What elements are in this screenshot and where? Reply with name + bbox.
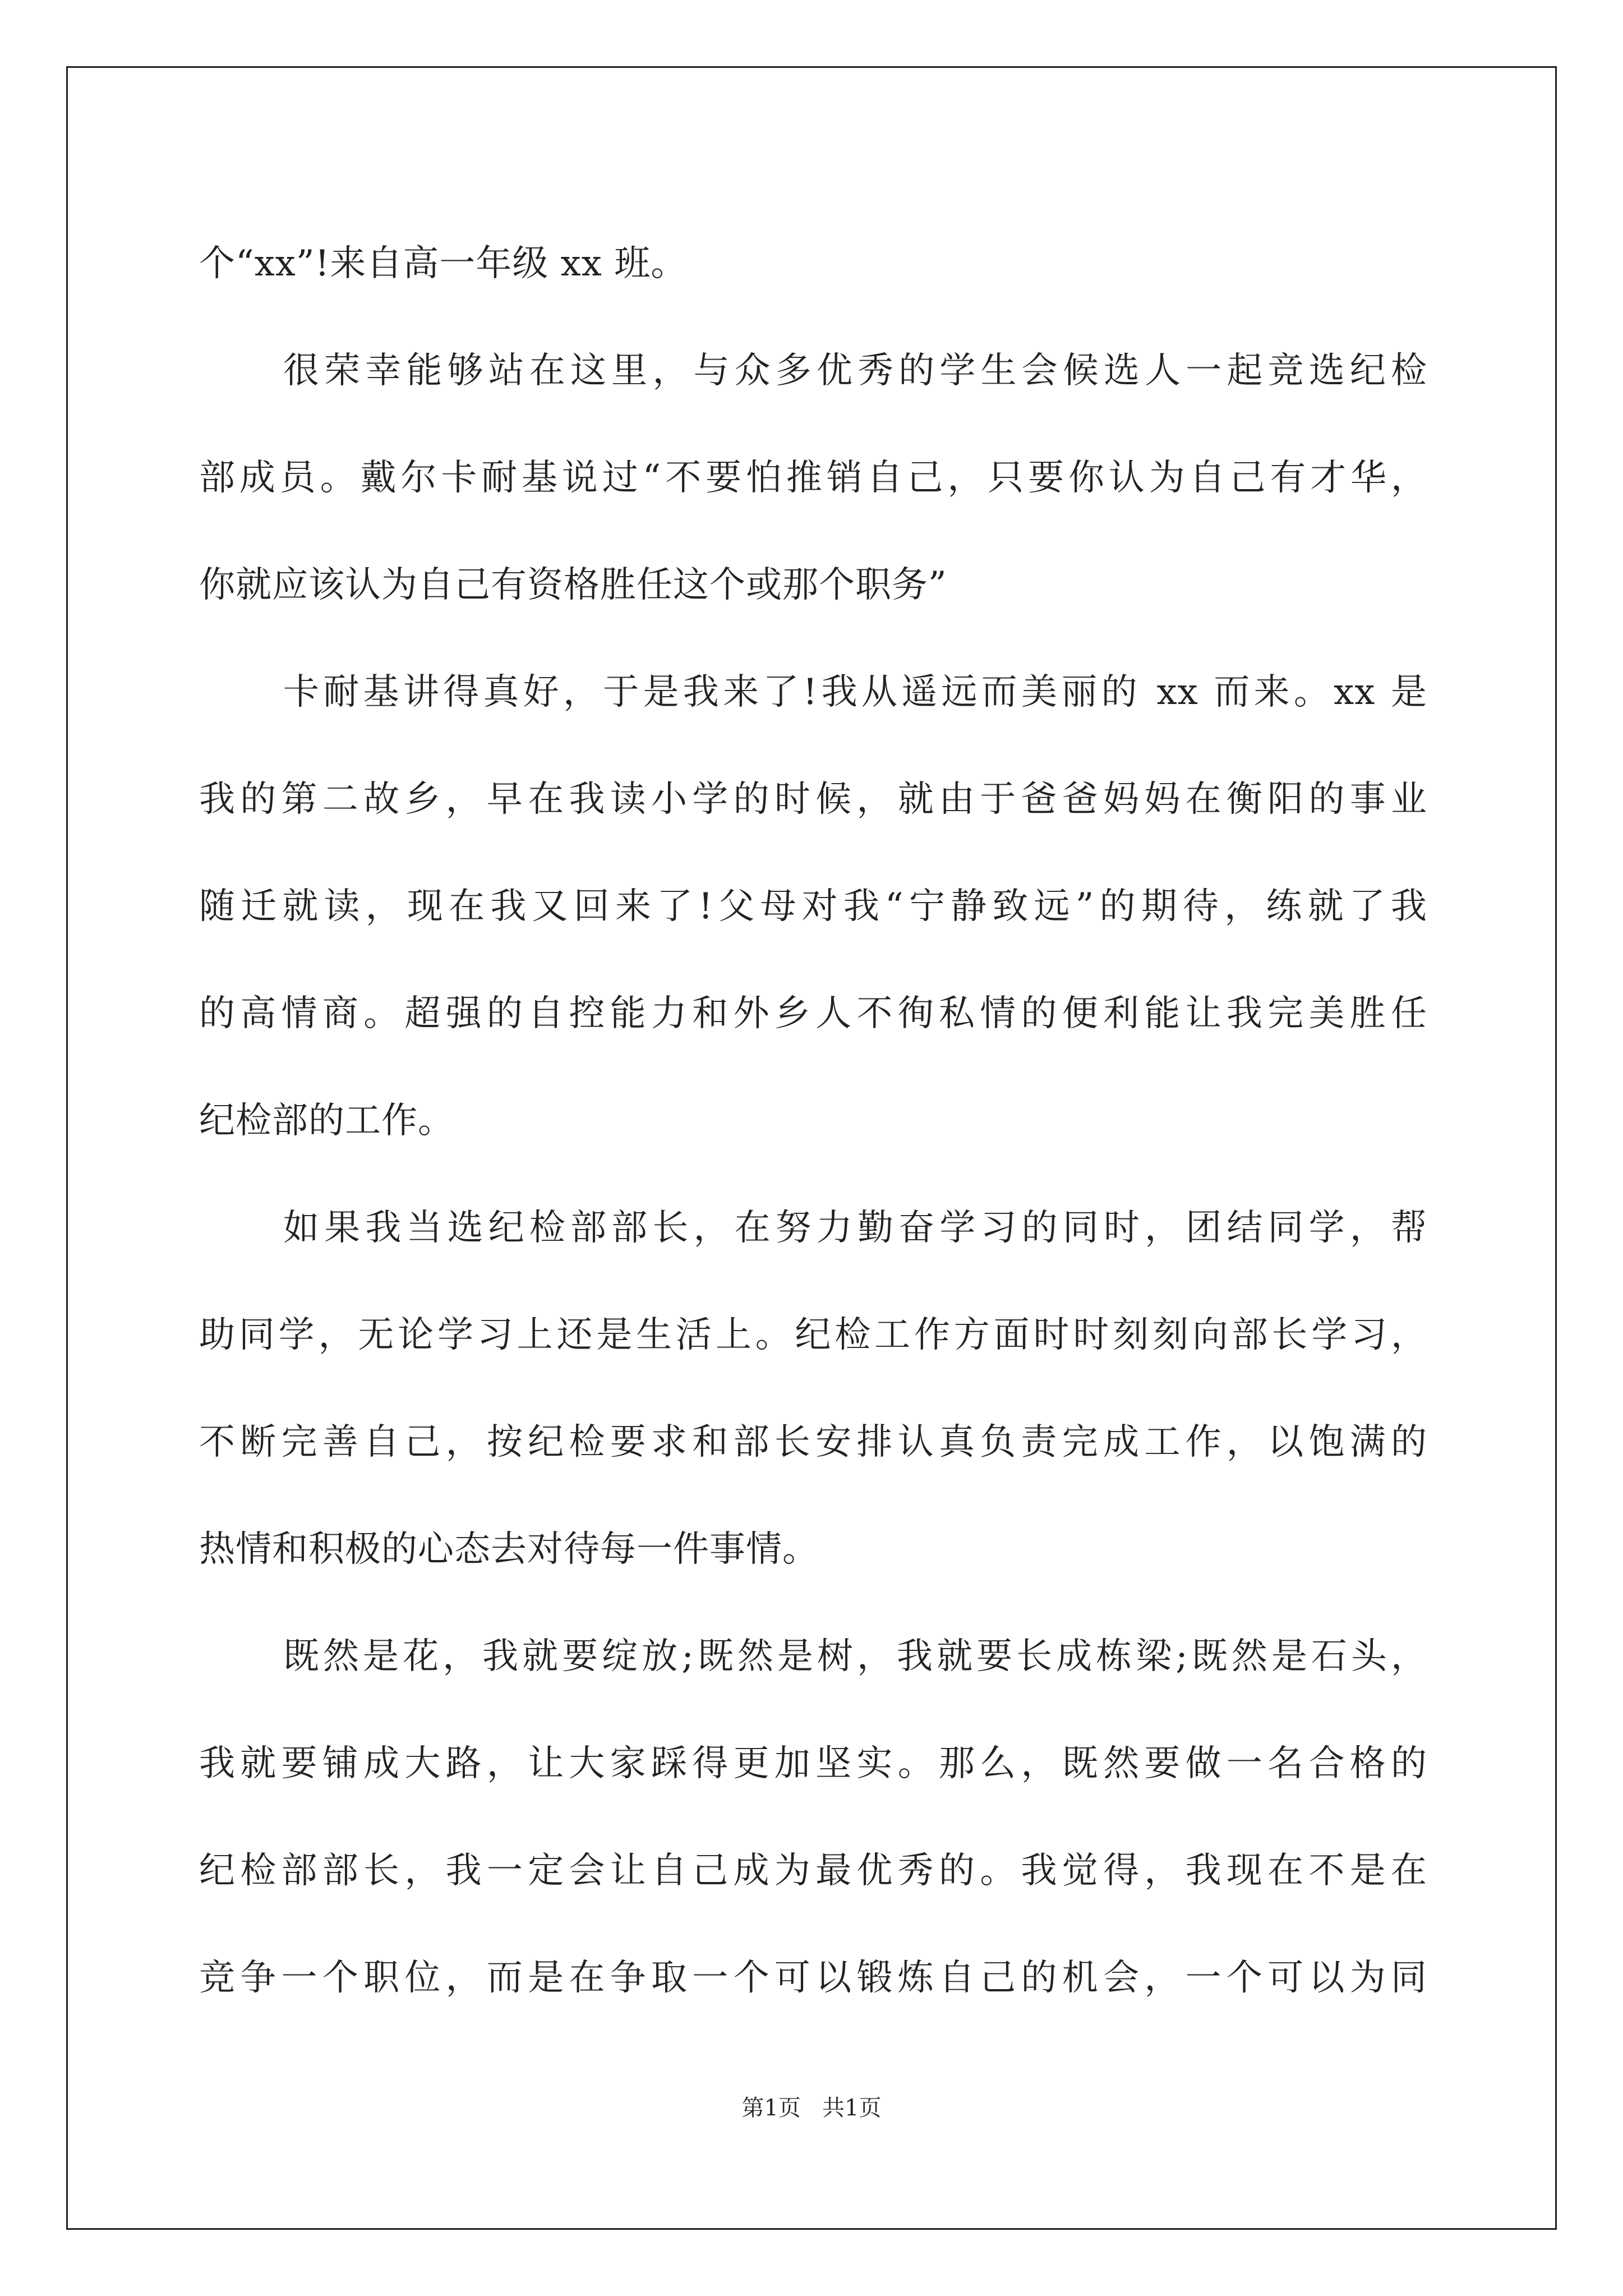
text-line: 既然是花，我就要绽放;既然是树，我就要长成栋梁;既然是石头，: [283, 1636, 1427, 1677]
text-line: 我就要铺成大路，让大家踩得更加坚实。那么，既然要做一名合格的: [199, 1743, 1427, 1784]
text-line: 的高情商。超强的自控能力和外乡人不徇私情的便利能让我完美胜任: [199, 993, 1427, 1034]
text-line: 你就应该认为自己有资格胜任这个或那个职务”: [199, 564, 947, 606]
text-line: 纪检部部长，我一定会让自己成为最优秀的。我觉得，我现在不是在: [199, 1850, 1427, 1892]
text-line: 随迁就读，现在我又回来了!父母对我“宁静致远”的期待，练就了我: [199, 886, 1427, 927]
text-line: 很荣幸能够站在这里，与众多优秀的学生会候选人一起竞选纪检: [283, 350, 1427, 392]
text-line: 助同学，无论学习上还是生活上。纪检工作方面时时刻刻向部长学习，: [199, 1314, 1427, 1356]
text-line: 如果我当选纪检部部长，在努力勤奋学习的同时，团结同学，帮: [283, 1207, 1427, 1249]
page-footer: 第1页 共1页: [741, 2095, 882, 2121]
document-body: [199, 210, 1427, 2032]
text-line: 竞争一个职位，而是在争取一个可以锻炼自己的机会，一个可以为同: [199, 1957, 1427, 1999]
text-line: 我的第二故乡，早在我读小学的时候，就由于爸爸妈妈在衡阳的事业: [199, 779, 1427, 820]
text-line: 部成员。戴尔卡耐基说过“不要怕推销自己，只要你认为自己有才华，: [199, 457, 1427, 499]
text-line: 个“xx”!来自高一年级 xx 班。: [199, 243, 688, 284]
text-line: 不断完善自己，按纪检要求和部长安排认真负责完成工作，以饱满的: [199, 1421, 1427, 1463]
text-line: 卡耐基讲得真好，于是我来了!我从遥远而美丽的 xx 而来。xx 是: [283, 671, 1427, 713]
text-line: 热情和积极的心态去对待每一件事情。: [199, 1529, 819, 1570]
text-line: 纪检部的工作。: [199, 1100, 454, 1142]
